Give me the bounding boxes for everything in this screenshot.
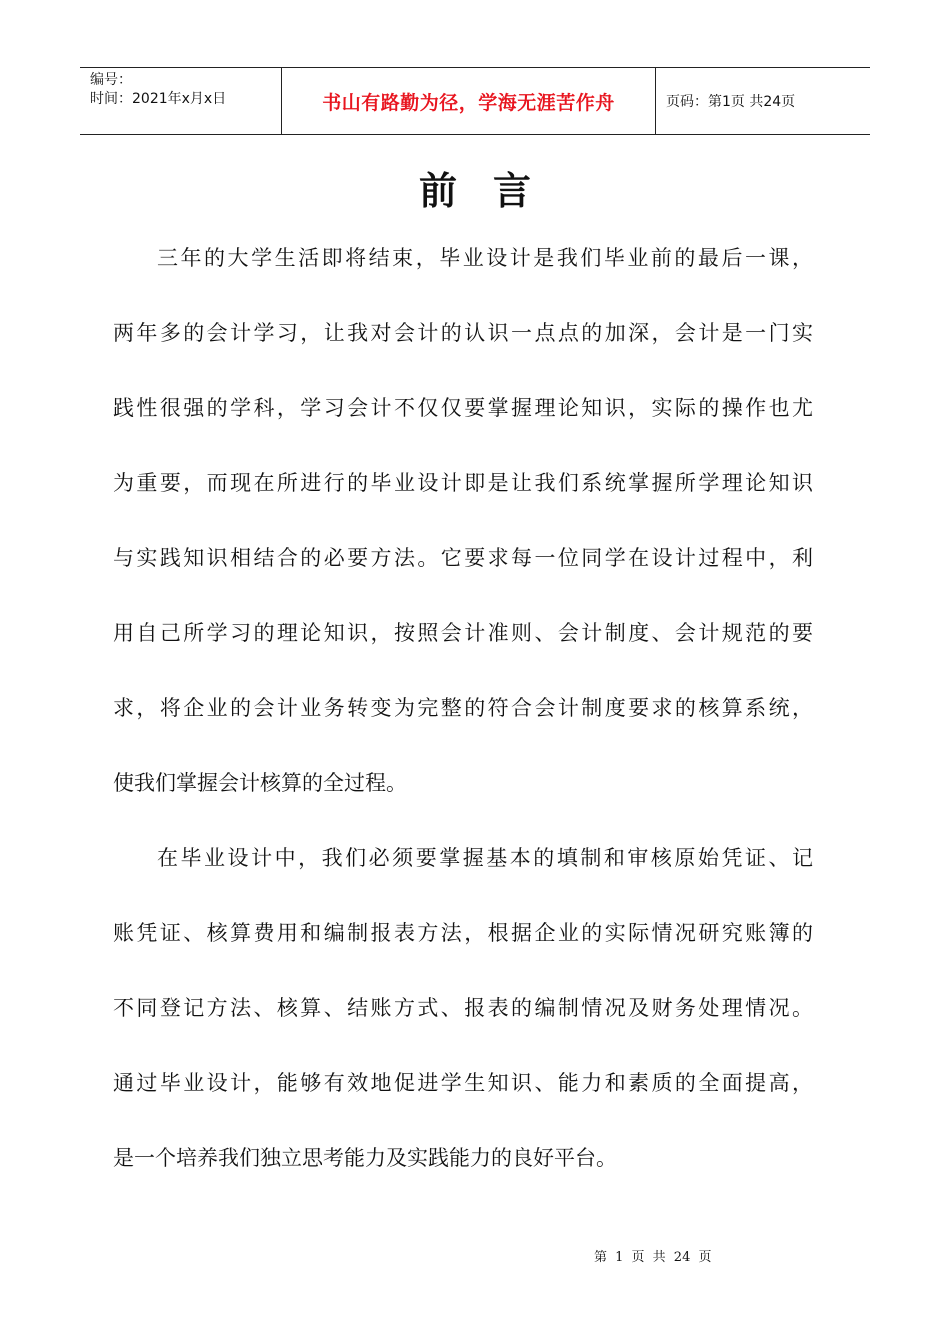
text-line: 通过毕业设计，能够有效地促进学生知识、能力和素质的全面提高，: [113, 1071, 813, 1095]
text-line: 与实践知识相结合的必要方法。它要求每一位同学在设计过程中，利: [113, 546, 813, 570]
text-line: 是一个培养我们独立思考能力及实践能力的良好平台。: [113, 1146, 617, 1170]
header-motto-cell: [282, 68, 656, 134]
body-text: [113, 236, 813, 1211]
header-meta-cell: [80, 68, 282, 134]
text-line: 为重要，而现在所进行的毕业设计即是让我们系统掌握所学理论知识: [113, 471, 813, 495]
page-title: 前言: [418, 168, 567, 213]
text-line: 在毕业设计中，我们必须要掌握基本的填制和审核原始凭证、记: [157, 846, 813, 870]
time-label: 时间：2021年x月x日: [90, 91, 227, 107]
text-line: 不同登记方法、核算、结账方式、报表的编制情况及财务处理情况。: [113, 996, 813, 1020]
number-label: 编号：: [90, 72, 132, 88]
header-page-cell: [656, 68, 870, 134]
page-footer: 第 1 页 共 24 页: [594, 1250, 712, 1265]
motto-text: 书山有路勤为径，学海无涯苦作舟: [322, 91, 615, 114]
paragraph-1: [113, 236, 813, 836]
text-line: 三年的大学生活即将结束，毕业设计是我们毕业前的最后一课，: [157, 246, 813, 270]
text-line: 两年多的会计学习，让我对会计的认识一点点的加深，会计是一门实: [113, 321, 813, 345]
document-header: [80, 67, 870, 135]
page-info: 页码：第1页 共24页: [666, 94, 796, 110]
paragraph-2: [113, 836, 813, 1211]
text-line: 用自己所学习的理论知识，按照会计准则、会计制度、会计规范的要: [113, 621, 813, 645]
text-line: 求，将企业的会计业务转变为完整的符合会计制度要求的核算系统，: [113, 696, 813, 720]
text-line: 践性很强的学科，学习会计不仅仅要掌握理论知识，实际的操作也尤: [113, 396, 813, 420]
text-line: 使我们掌握会计核算的全过程。: [113, 771, 407, 795]
text-line: 账凭证、核算费用和编制报表方法，根据企业的实际情况研究账簿的: [113, 921, 813, 945]
